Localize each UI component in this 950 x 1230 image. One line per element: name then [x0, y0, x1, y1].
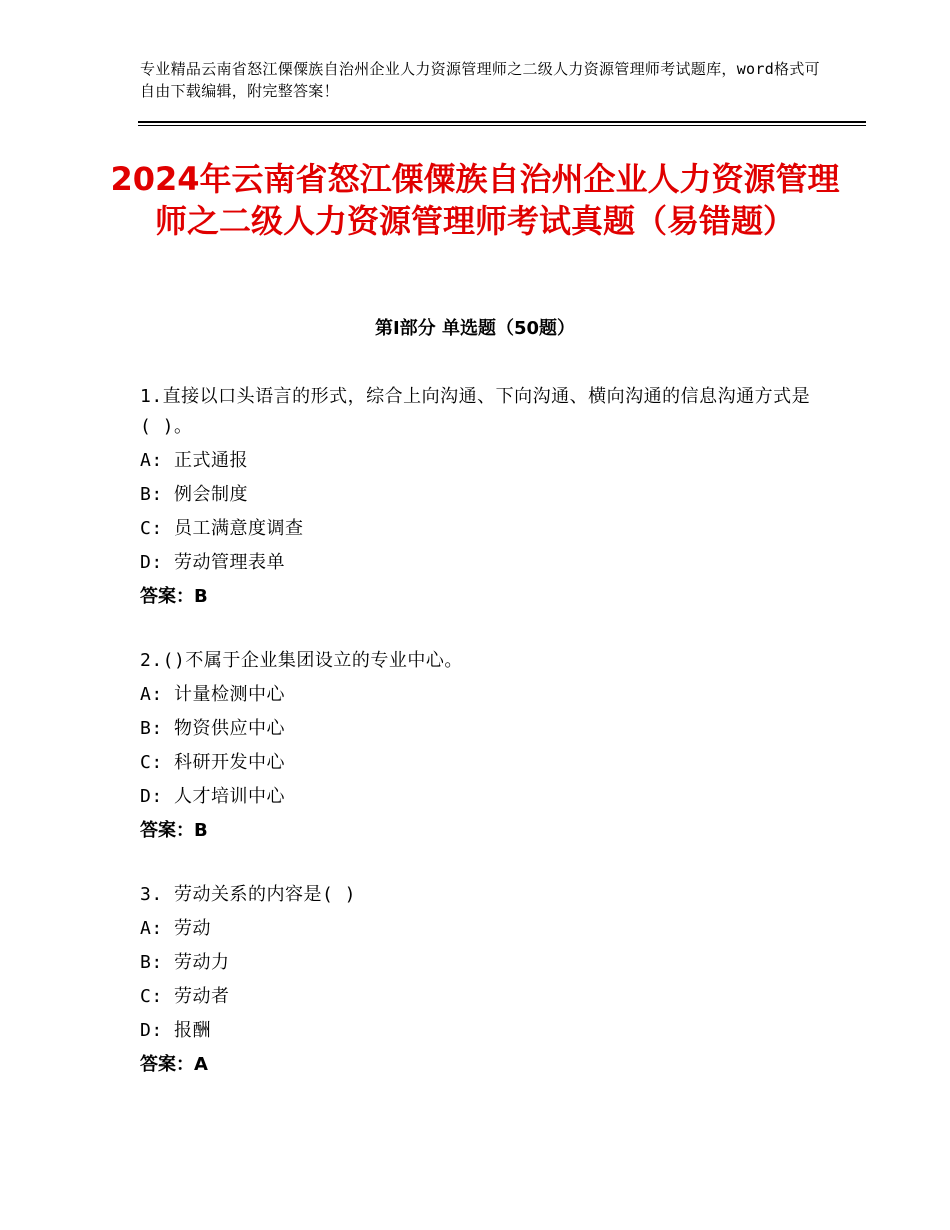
option-b: B: 物资供应中心: [140, 718, 286, 739]
question-stem: 1.直接以口头语言的形式，综合上向沟通、下向沟通、横向沟通的信息沟通方式是( )。: [140, 386, 811, 437]
question-2: [140, 646, 820, 846]
option-b: B: 劳动力: [140, 952, 230, 973]
answer: 答案：A: [140, 1054, 208, 1075]
option-a: A: 正式通报: [140, 450, 249, 471]
answer: 答案：B: [140, 586, 208, 607]
header-note: 专业精品云南省怒江傈僳族自治州企业人力资源管理师之二级人力资源管理师考试题库，word格式可自由下载编辑，附完整答案！: [140, 60, 820, 100]
header-divider-thin: [138, 125, 866, 126]
option-c: C: 劳动者: [140, 986, 230, 1007]
option-c: C: 科研开发中心: [140, 752, 286, 773]
option-a: A: 劳动: [140, 918, 212, 939]
question-3: [140, 880, 820, 1080]
option-a: A: 计量检测中心: [140, 684, 286, 705]
option-d: D: 劳动管理表单: [140, 552, 286, 573]
document-title: 2024年云南省怒江傈僳族自治州企业人力资源管理师之二级人力资源管理师考试真题（易错题）: [110, 160, 840, 240]
question-stem: 3. 劳动关系的内容是( ): [140, 884, 357, 905]
answer: 答案：B: [140, 820, 208, 841]
option-b: B: 例会制度: [140, 484, 249, 505]
question-stem: 2.()不属于企业集团设立的专业中心。: [140, 650, 463, 671]
header-divider: [138, 121, 866, 123]
section-heading: 第Ⅰ部分 单选题（50题）: [374, 318, 575, 339]
question-1: [140, 382, 820, 612]
question-list: [140, 382, 820, 1114]
option-c: C: 员工满意度调查: [140, 518, 304, 539]
option-d: D: 报酬: [140, 1020, 212, 1041]
option-d: D: 人才培训中心: [140, 786, 286, 807]
